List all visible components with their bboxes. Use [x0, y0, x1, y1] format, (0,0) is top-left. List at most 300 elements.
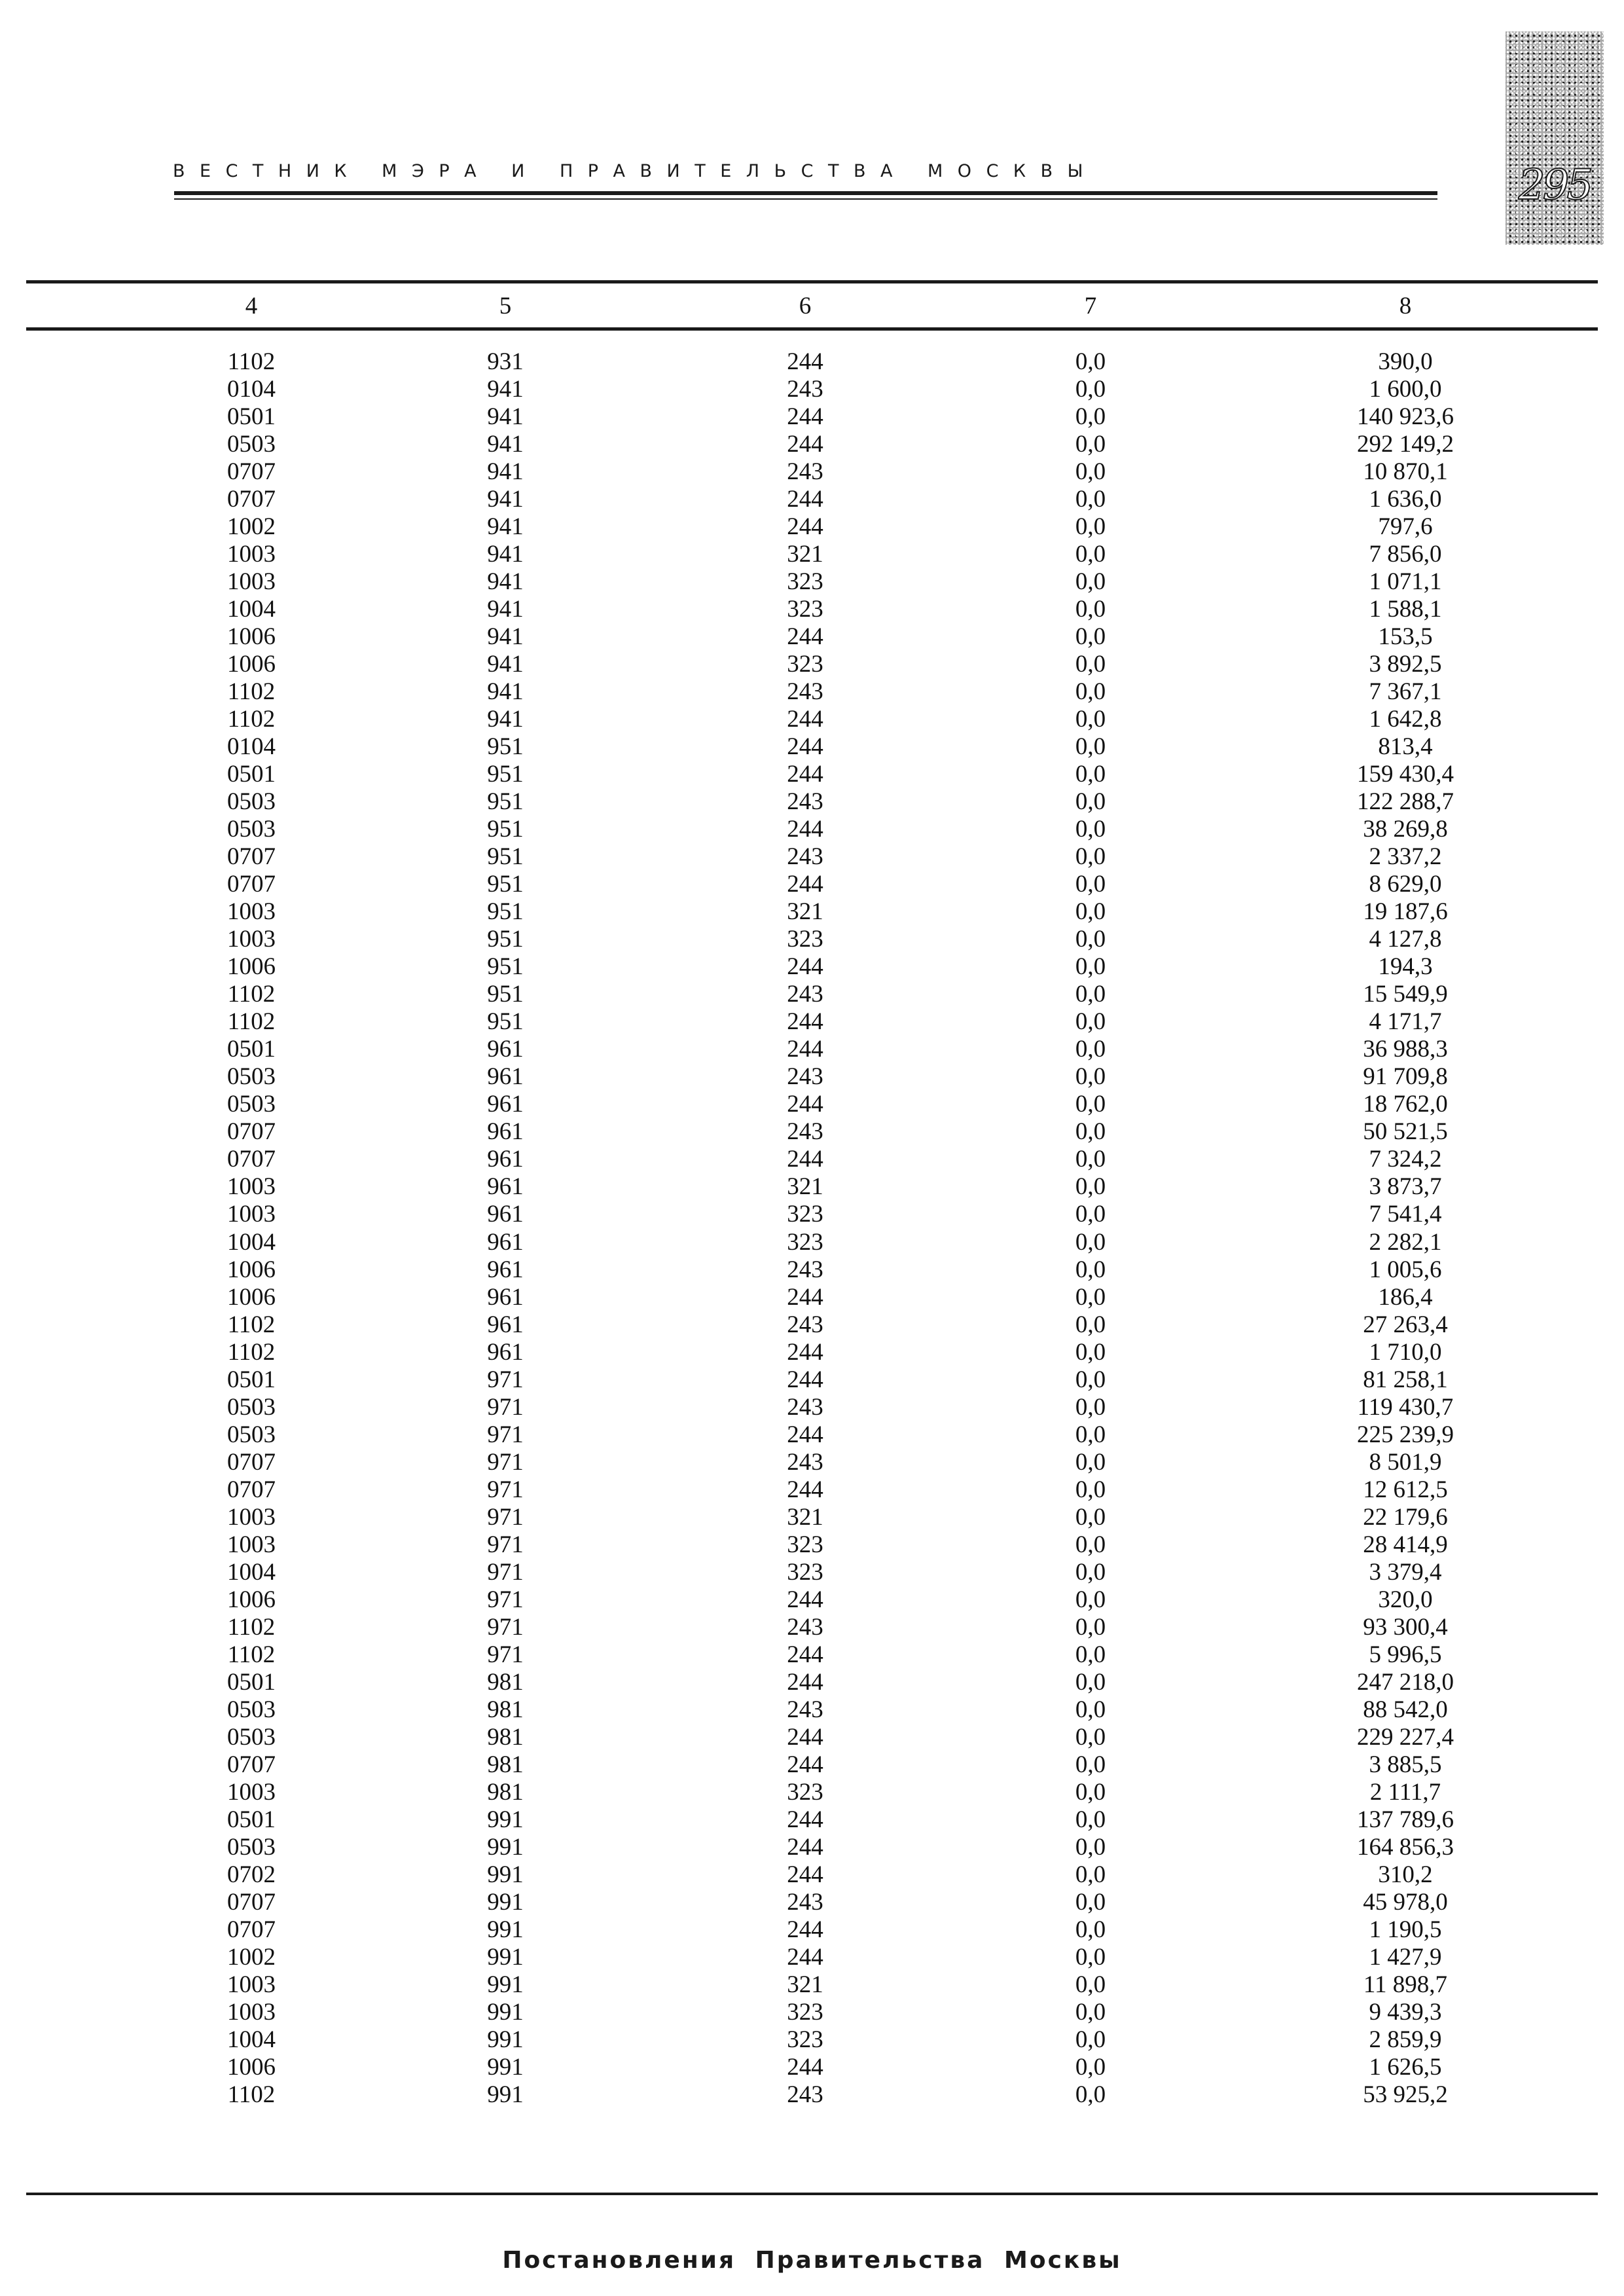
table-cell: 1003	[227, 1998, 276, 2026]
table-cell: 951	[487, 898, 524, 926]
table-row	[0, 1806, 1624, 1834]
table-cell: 321	[787, 541, 823, 568]
table-cell: 971	[487, 1531, 524, 1558]
table-cell: 813,4	[1378, 733, 1433, 761]
table-cell: 0,0	[1075, 1668, 1106, 1696]
table-row	[0, 541, 1624, 568]
table-row	[0, 1971, 1624, 1999]
table-cell: 0,0	[1075, 1201, 1106, 1228]
column-header: 5	[499, 293, 512, 319]
table-cell: 1006	[227, 1256, 276, 1283]
table-cell: 1 588,1	[1369, 596, 1442, 623]
table-cell: 0,0	[1075, 1971, 1106, 1998]
table-cell: 18 762,0	[1363, 1091, 1448, 1118]
table-body	[0, 348, 1624, 2109]
table-cell: 0104	[227, 376, 276, 403]
table-cell: 244	[787, 1283, 823, 1311]
table-cell: 0,0	[1075, 1641, 1106, 1668]
table-cell: 941	[487, 678, 524, 706]
table-cell: 0,0	[1075, 843, 1106, 871]
table-cell: 3 885,5	[1369, 1751, 1442, 1778]
table-row	[0, 403, 1624, 431]
table-row	[0, 1394, 1624, 1421]
table-row	[0, 568, 1624, 596]
table-cell: 244	[787, 1943, 823, 1971]
table-cell: 981	[487, 1751, 524, 1778]
table-cell: 244	[787, 1036, 823, 1063]
table-cell: 19 187,6	[1363, 898, 1448, 926]
table-cell: 323	[787, 1558, 823, 1586]
table-row	[0, 1531, 1624, 1559]
table-cell: 323	[787, 1201, 823, 1228]
table-row	[0, 1669, 1624, 1696]
table-cell: 3 892,5	[1369, 651, 1442, 678]
table-cell: 2 282,1	[1369, 1228, 1442, 1256]
table-cell: 244	[787, 1008, 823, 1036]
table-cell: 38 269,8	[1363, 816, 1448, 843]
table-row	[0, 1889, 1624, 1916]
table-cell: 0707	[227, 1448, 276, 1476]
table-cell: 951	[487, 733, 524, 761]
table-cell: 323	[787, 1778, 823, 1806]
table-cell: 0,0	[1075, 568, 1106, 596]
table-cell: 194,3	[1378, 953, 1433, 981]
table-cell: 244	[787, 1091, 823, 1118]
table-cell: 81 258,1	[1363, 1366, 1448, 1393]
table-cell: 0707	[227, 871, 276, 898]
table-cell: 0707	[227, 458, 276, 486]
table-cell: 1003	[227, 1201, 276, 1228]
table-cell: 1 642,8	[1369, 706, 1442, 733]
table-cell: 137 789,6	[1357, 1806, 1454, 1833]
table-cell: 88 542,0	[1363, 1696, 1448, 1723]
table-cell: 981	[487, 1668, 524, 1696]
table-cell: 0702	[227, 1861, 276, 1888]
table-row	[0, 1999, 1624, 2026]
table-cell: 971	[487, 1476, 524, 1503]
table-row	[0, 953, 1624, 981]
table-cell: 0,0	[1075, 926, 1106, 953]
table-cell: 244	[787, 431, 823, 458]
table-cell: 9 439,3	[1369, 1998, 1442, 2026]
table-cell: 244	[787, 1916, 823, 1943]
table-cell: 0,0	[1075, 596, 1106, 623]
table-cell: 243	[787, 1063, 823, 1091]
table-row	[0, 1641, 1624, 1669]
table-cell: 310,2	[1378, 1861, 1433, 1888]
table-cell: 0707	[227, 1146, 276, 1173]
table-cell: 390,0	[1378, 348, 1433, 375]
table-row	[0, 1559, 1624, 1586]
table-row	[0, 1944, 1624, 1971]
table-cell: 971	[487, 1503, 524, 1531]
table-header-rule	[26, 327, 1598, 331]
table-row	[0, 871, 1624, 898]
table-cell: 243	[787, 1311, 823, 1338]
table-cell: 36 988,3	[1363, 1036, 1448, 1063]
table-cell: 0,0	[1075, 1503, 1106, 1531]
table-cell: 1006	[227, 651, 276, 678]
table-cell: 244	[787, 486, 823, 513]
table-cell: 941	[487, 403, 524, 431]
table-cell: 0,0	[1075, 898, 1106, 926]
table-cell: 0,0	[1075, 1751, 1106, 1778]
header-rule-thin	[174, 198, 1437, 200]
table-cell: 0503	[227, 1393, 276, 1421]
column-header: 4	[245, 293, 258, 319]
table-cell: 0,0	[1075, 541, 1106, 568]
table-cell: 1006	[227, 1586, 276, 1613]
table-cell: 961	[487, 1256, 524, 1283]
table-cell: 244	[787, 1146, 823, 1173]
table-cell: 323	[787, 596, 823, 623]
table-cell: 0,0	[1075, 1008, 1106, 1036]
table-cell: 3 379,4	[1369, 1558, 1442, 1586]
table-cell: 951	[487, 843, 524, 871]
table-cell: 0,0	[1075, 1091, 1106, 1118]
table-cell: 244	[787, 1751, 823, 1778]
table-row	[0, 1201, 1624, 1228]
table-cell: 0501	[227, 1806, 276, 1833]
table-cell: 0707	[227, 1916, 276, 1943]
table-row	[0, 1504, 1624, 1531]
table-row	[0, 1146, 1624, 1173]
table-cell: 244	[787, 1476, 823, 1503]
table-row	[0, 1284, 1624, 1311]
table-cell: 0,0	[1075, 2026, 1106, 2053]
table-cell: 961	[487, 1091, 524, 1118]
table-row	[0, 651, 1624, 678]
table-cell: 0707	[227, 843, 276, 871]
table-cell: 0,0	[1075, 403, 1106, 431]
table-cell: 164 856,3	[1357, 1833, 1454, 1861]
table-cell: 8 629,0	[1369, 871, 1442, 898]
table-cell: 244	[787, 733, 823, 761]
table-row	[0, 596, 1624, 623]
table-cell: 971	[487, 1393, 524, 1421]
table-row	[0, 623, 1624, 651]
table-row	[0, 788, 1624, 816]
table-cell: 122 288,7	[1357, 788, 1454, 816]
table-cell: 0,0	[1075, 1448, 1106, 1476]
table-cell: 229 227,4	[1357, 1723, 1454, 1751]
table-cell: 323	[787, 651, 823, 678]
table-cell: 244	[787, 1586, 823, 1613]
table-cell: 1003	[227, 1531, 276, 1558]
table-cell: 971	[487, 1613, 524, 1641]
table-cell: 12 612,5	[1363, 1476, 1448, 1503]
table-row	[0, 1421, 1624, 1449]
table-cell: 0,0	[1075, 1146, 1106, 1173]
table-cell: 1 071,1	[1369, 568, 1442, 596]
table-cell: 941	[487, 596, 524, 623]
table-cell: 0,0	[1075, 1806, 1106, 1833]
table-cell: 0,0	[1075, 1778, 1106, 1806]
table-cell: 951	[487, 926, 524, 953]
table-row	[0, 1366, 1624, 1394]
table-cell: 0707	[227, 486, 276, 513]
table-cell: 1004	[227, 1558, 276, 1586]
table-cell: 320,0	[1378, 1586, 1433, 1613]
table-cell: 0,0	[1075, 1998, 1106, 2026]
table-header	[0, 292, 1624, 321]
table-cell: 243	[787, 1448, 823, 1476]
table-cell: 243	[787, 2081, 823, 2108]
table-cell: 981	[487, 1723, 524, 1751]
table-cell: 0,0	[1075, 651, 1106, 678]
table-cell: 1102	[227, 1311, 276, 1338]
table-cell: 0,0	[1075, 1613, 1106, 1641]
table-cell: 7 367,1	[1369, 678, 1442, 706]
table-cell: 1003	[227, 1778, 276, 1806]
table-cell: 1003	[227, 926, 276, 953]
table-cell: 7 324,2	[1369, 1146, 1442, 1173]
table-row	[0, 1339, 1624, 1366]
table-cell: 991	[487, 1806, 524, 1833]
table-cell: 0,0	[1075, 1833, 1106, 1861]
table-cell: 1003	[227, 898, 276, 926]
table-cell: 10 870,1	[1363, 458, 1448, 486]
table-cell: 321	[787, 1971, 823, 1998]
table-cell: 1006	[227, 953, 276, 981]
table-cell: 0707	[227, 1888, 276, 1916]
table-cell: 971	[487, 1558, 524, 1586]
table-cell: 991	[487, 1833, 524, 1861]
table-cell: 140 923,6	[1357, 403, 1454, 431]
table-cell: 991	[487, 1861, 524, 1888]
table-cell: 1102	[227, 1613, 276, 1641]
table-cell: 971	[487, 1421, 524, 1448]
table-cell: 321	[787, 1173, 823, 1201]
table-cell: 1002	[227, 513, 276, 541]
table-cell: 3 873,7	[1369, 1173, 1442, 1201]
table-cell: 0503	[227, 1421, 276, 1448]
table-cell: 991	[487, 1916, 524, 1943]
table-cell: 0,0	[1075, 2053, 1106, 2081]
table-cell: 951	[487, 953, 524, 981]
table-cell: 1 190,5	[1369, 1916, 1442, 1943]
table-cell: 1004	[227, 596, 276, 623]
table-row	[0, 348, 1624, 376]
table-cell: 244	[787, 1668, 823, 1696]
page-number: 295	[1518, 161, 1591, 210]
table-row	[0, 1916, 1624, 1944]
table-cell: 961	[487, 1146, 524, 1173]
table-cell: 971	[487, 1641, 524, 1668]
table-row	[0, 816, 1624, 843]
table-cell: 243	[787, 678, 823, 706]
table-cell: 0,0	[1075, 953, 1106, 981]
table-cell: 0,0	[1075, 486, 1106, 513]
table-cell: 243	[787, 1118, 823, 1146]
table-cell: 0,0	[1075, 623, 1106, 651]
table-row	[0, 1036, 1624, 1063]
table-cell: 1004	[227, 2026, 276, 2053]
table-cell: 243	[787, 1696, 823, 1723]
table-cell: 0,0	[1075, 1531, 1106, 1558]
journal-title: ВЕСТНИК МЭРА И ПРАВИТЕЛЬСТВА МОСКВЫ	[173, 161, 1098, 181]
table-row	[0, 678, 1624, 706]
table-cell: 4 171,7	[1369, 1008, 1442, 1036]
table-cell: 971	[487, 1366, 524, 1393]
table-cell: 0,0	[1075, 513, 1106, 541]
table-cell: 951	[487, 816, 524, 843]
table-row	[0, 1724, 1624, 1751]
table-cell: 323	[787, 1998, 823, 2026]
table-cell: 951	[487, 981, 524, 1008]
table-row	[0, 431, 1624, 458]
table-cell: 244	[787, 871, 823, 898]
table-cell: 244	[787, 403, 823, 431]
table-cell: 244	[787, 1723, 823, 1751]
table-cell: 244	[787, 1861, 823, 1888]
table-cell: 243	[787, 1393, 823, 1421]
table-cell: 159 430,4	[1357, 761, 1454, 788]
table-cell: 1102	[227, 2081, 276, 2108]
table-cell: 1003	[227, 1173, 276, 1201]
table-cell: 0,0	[1075, 1036, 1106, 1063]
table-cell: 0503	[227, 1833, 276, 1861]
table-cell: 243	[787, 788, 823, 816]
table-cell: 119 430,7	[1357, 1393, 1454, 1421]
table-cell: 941	[487, 513, 524, 541]
table-cell: 0503	[227, 431, 276, 458]
table-cell: 0501	[227, 1366, 276, 1393]
table-cell: 186,4	[1378, 1283, 1433, 1311]
table-cell: 0,0	[1075, 1476, 1106, 1503]
table-cell: 1003	[227, 1503, 276, 1531]
table-cell: 0,0	[1075, 788, 1106, 816]
table-row	[0, 1118, 1624, 1146]
table-row	[0, 1449, 1624, 1476]
table-row	[0, 2081, 1624, 2109]
table-row	[0, 458, 1624, 486]
table-cell: 991	[487, 2026, 524, 2053]
table-cell: 1102	[227, 348, 276, 375]
table-cell: 1006	[227, 2053, 276, 2081]
table-cell: 244	[787, 953, 823, 981]
table-cell: 243	[787, 843, 823, 871]
table-cell: 941	[487, 623, 524, 651]
table-cell: 53 925,2	[1363, 2081, 1448, 2108]
table-cell: 244	[787, 1421, 823, 1448]
table-cell: 5 996,5	[1369, 1641, 1442, 1668]
table-cell: 11 898,7	[1363, 1971, 1448, 1998]
table-cell: 991	[487, 2053, 524, 2081]
table-cell: 991	[487, 1971, 524, 1998]
table-cell: 323	[787, 1228, 823, 1256]
table-cell: 1 626,5	[1369, 2053, 1442, 2081]
table-cell: 244	[787, 2053, 823, 2081]
table-cell: 0,0	[1075, 1228, 1106, 1256]
table-row	[0, 843, 1624, 871]
table-row	[0, 1696, 1624, 1724]
table-cell: 22 179,6	[1363, 1503, 1448, 1531]
table-cell: 961	[487, 1063, 524, 1091]
table-cell: 0,0	[1075, 678, 1106, 706]
table-cell: 0503	[227, 788, 276, 816]
table-cell: 0,0	[1075, 1861, 1106, 1888]
table-cell: 243	[787, 1888, 823, 1916]
table-cell: 0,0	[1075, 1338, 1106, 1366]
table-row	[0, 2054, 1624, 2081]
table-cell: 27 263,4	[1363, 1311, 1448, 1338]
table-cell: 981	[487, 1696, 524, 1723]
table-cell: 0503	[227, 816, 276, 843]
table-cell: 951	[487, 1008, 524, 1036]
table-row	[0, 513, 1624, 541]
table-cell: 0,0	[1075, 1558, 1106, 1586]
table-cell: 45 978,0	[1363, 1888, 1448, 1916]
table-cell: 961	[487, 1201, 524, 1228]
table-row	[0, 1091, 1624, 1118]
table-cell: 244	[787, 1338, 823, 1366]
table-cell: 0501	[227, 1036, 276, 1063]
table-cell: 323	[787, 2026, 823, 2053]
table-cell: 0,0	[1075, 871, 1106, 898]
table-cell: 2 111,7	[1369, 1778, 1441, 1806]
table-cell: 0,0	[1075, 1256, 1106, 1283]
table-top-rule	[26, 280, 1598, 283]
table-row	[0, 706, 1624, 733]
table-cell: 321	[787, 1503, 823, 1531]
table-cell: 0707	[227, 1751, 276, 1778]
table-cell: 981	[487, 1778, 524, 1806]
table-row	[0, 761, 1624, 788]
table-cell: 0503	[227, 1696, 276, 1723]
table-row	[0, 1311, 1624, 1339]
table-cell: 0501	[227, 403, 276, 431]
table-cell: 244	[787, 1833, 823, 1861]
table-cell: 991	[487, 1943, 524, 1971]
table-cell: 1102	[227, 1008, 276, 1036]
table-cell: 243	[787, 1613, 823, 1641]
table-cell: 951	[487, 788, 524, 816]
table-cell: 321	[787, 898, 823, 926]
table-cell: 961	[487, 1283, 524, 1311]
table-cell: 797,6	[1378, 513, 1433, 541]
table-cell: 93 300,4	[1363, 1613, 1448, 1641]
table-row	[0, 1476, 1624, 1504]
table-cell: 243	[787, 981, 823, 1008]
table-cell: 8 501,9	[1369, 1448, 1442, 1476]
table-cell: 243	[787, 458, 823, 486]
table-cell: 0,0	[1075, 981, 1106, 1008]
table-row	[0, 981, 1624, 1008]
table-cell: 0,0	[1075, 1916, 1106, 1943]
table-cell: 0707	[227, 1118, 276, 1146]
table-cell: 247 218,0	[1357, 1668, 1454, 1696]
table-cell: 323	[787, 1531, 823, 1558]
table-cell: 941	[487, 568, 524, 596]
table-cell: 244	[787, 348, 823, 375]
table-cell: 0,0	[1075, 1586, 1106, 1613]
table-row	[0, 1834, 1624, 1861]
table-row	[0, 1861, 1624, 1889]
table-row	[0, 486, 1624, 513]
table-cell: 1004	[227, 1228, 276, 1256]
table-cell: 1 636,0	[1369, 486, 1442, 513]
table-cell: 0,0	[1075, 1943, 1106, 1971]
table-cell: 91 709,8	[1363, 1063, 1448, 1091]
table-cell: 2 337,2	[1369, 843, 1442, 871]
table-cell: 225 239,9	[1357, 1421, 1454, 1448]
table-cell: 292 149,2	[1357, 431, 1454, 458]
table-cell: 244	[787, 761, 823, 788]
table-cell: 1003	[227, 568, 276, 596]
table-row	[0, 2026, 1624, 2054]
table-cell: 1 005,6	[1369, 1256, 1442, 1283]
